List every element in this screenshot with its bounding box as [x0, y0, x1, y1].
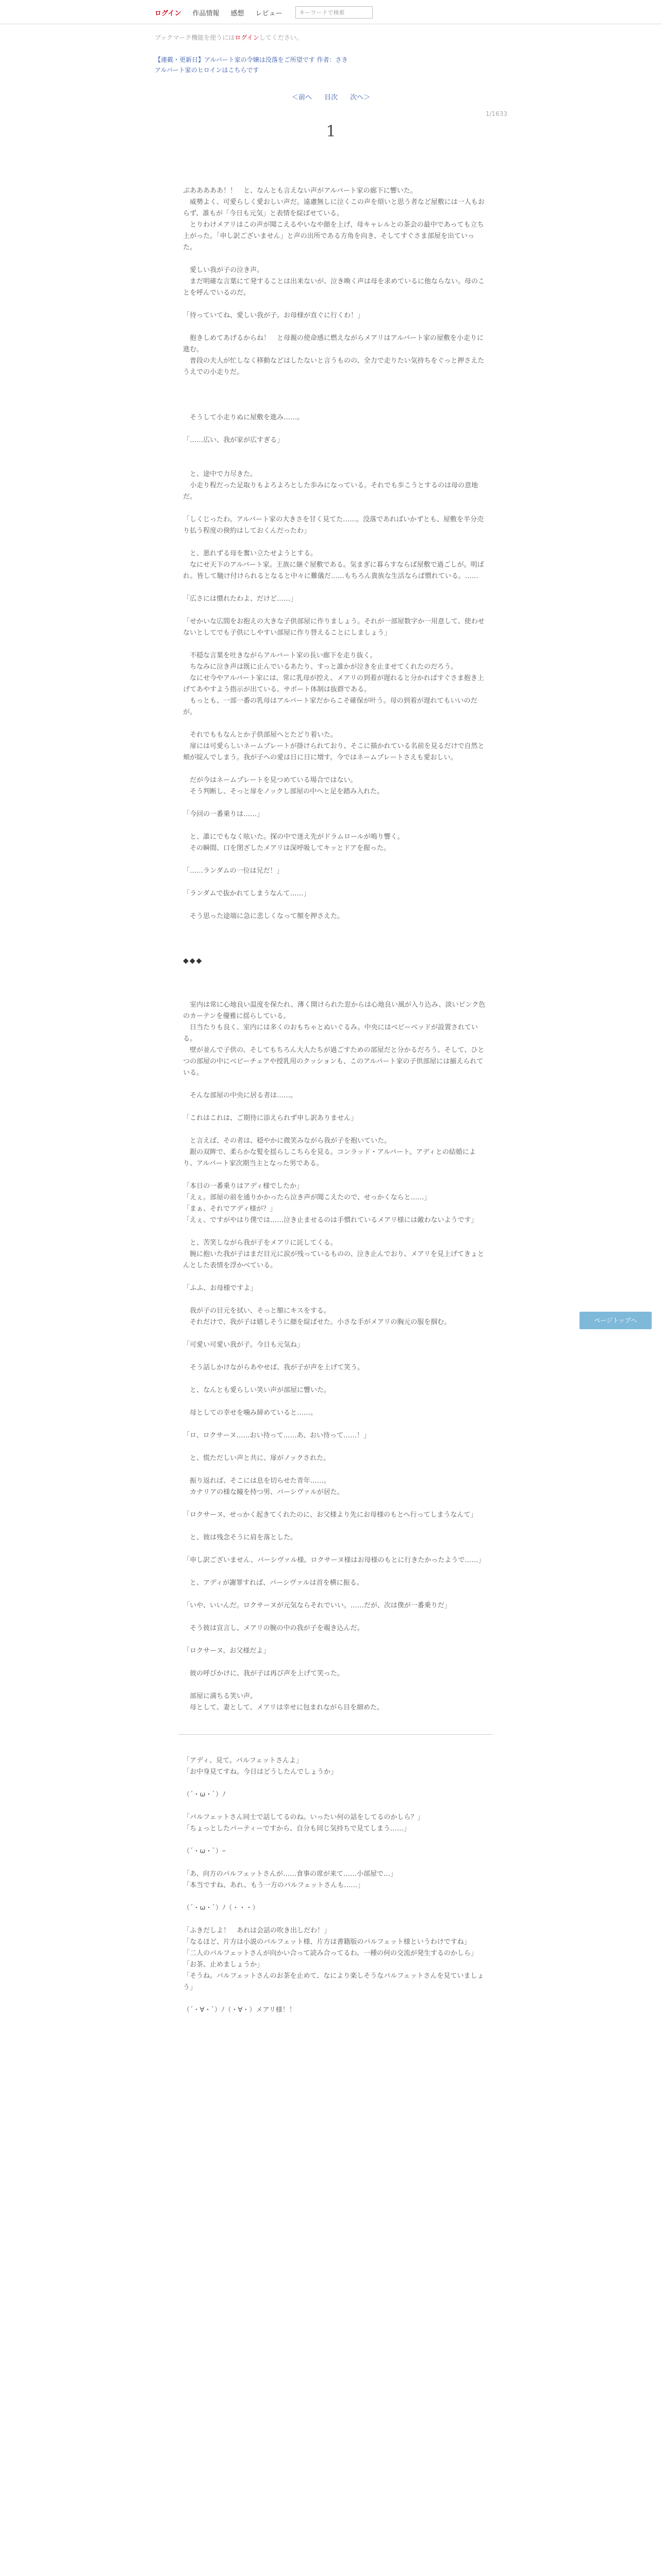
paragraph	[183, 764, 487, 775]
paragraph: 不穏な言葉を吐きながらアルバート家の長い廊下を走り抜く。	[183, 652, 377, 659]
paragraph	[183, 1170, 487, 1181]
paragraph: と、アディが謝罪すれば、パーシヴァルは首を横に振る。	[183, 1579, 363, 1587]
paragraph	[183, 1101, 487, 1113]
paragraph: 室内は常に心地良い温度を保たれ、薄く開けられた窓からは心地良い風が入り込み、淡いピンク色のカーテンを優雅に揺らしている。	[183, 1001, 486, 1020]
series-subtitle-link[interactable]: アルバート家のヒロインはこちらです	[155, 66, 259, 74]
paragraph: （´・∀・`）ﾉ（・∀・）メアリ様！！	[183, 2006, 296, 2014]
paragraph	[183, 537, 487, 548]
paragraph: 抱きしめてあげるからね！ と母親の使命感に燃えながらメアリはアルバート家の屋敷を小走りに進む。	[183, 334, 484, 353]
chapter-title: 1	[326, 123, 336, 141]
paragraph: 「二人のパルフェットさんが向かい合って読み合ってるわ。一種の何の交流が発生するのかしら」	[183, 1950, 477, 1957]
paragraph: と、苦笑しながら我が子をメアリに託してくる。	[183, 1239, 337, 1247]
paragraph: 銀の双眸で、柔らかな髪を揺らしこちらを見る。コンラッド・アルバート。アディとの結婚により、アルバート家次期当主となった男である。	[183, 1148, 476, 1167]
top-nav	[155, 6, 373, 19]
paragraph: なにせ天下のアルバート家。王族に継ぐ屋敷である。気まぎに暮らすならば屋敷で過ごしが。明ばれ。皆して馳け付けられるとなると中々に難儀だ……もちろん貴族な生活ならば慣れている。……	[183, 561, 484, 580]
paragraph: 「お中身見てすね。今日はどうしたんでしょうか」	[183, 1768, 338, 1776]
paragraph	[183, 389, 487, 401]
novel-body	[183, 185, 487, 2016]
body-part-2	[183, 999, 487, 1714]
paragraph: 普段の夫人が忙しなく移動などはしたないと言うものの、全力で走りたい気持ちをぐっと押さえたうえでの小走りだ。	[183, 357, 485, 376]
paragraph: 「ロクサーヌ、お父様だよ」	[183, 1647, 270, 1655]
paragraph	[183, 299, 487, 310]
paragraph: （´・ω・`）ﾉ（・・・）	[183, 1904, 259, 1912]
paragraph	[183, 1801, 487, 1812]
nav-review[interactable]: レビュー	[255, 9, 283, 18]
paragraph: 「しくじったわ。アルバート家の大きさを甘く見てた……。没落であればいかずとも、屋敷を半分売り払う程度の倹約はしておくんだったわ」	[183, 516, 484, 535]
paragraph: ぶあああああ！！ と、なんとも言えない声がアルバート家の廊下に響いた。	[183, 187, 417, 195]
paragraph: 「可愛い可愛い我が子。今日も元気ね」	[183, 1341, 304, 1349]
paragraph	[183, 1634, 487, 1646]
paragraph	[183, 423, 487, 435]
paragraph: 「あ、向方のパルフェットさんが……食事の席が来て……小部屋で…」	[183, 1870, 397, 1878]
paragraph: そう彼は宣言し、メアリの腕の中の我が子を覗き込んだ。	[183, 1624, 364, 1632]
paragraph	[183, 1680, 487, 1691]
paragraph	[183, 1778, 487, 1789]
paragraph	[183, 1835, 487, 1846]
paragraph	[183, 1294, 487, 1306]
paragraph: そう思った途端に急に悲しくなって額を押さえた。	[183, 912, 344, 920]
paragraph	[183, 1914, 487, 1925]
paragraph: 我が子の目元を拭い、そっと額にキスをする。	[183, 1307, 330, 1315]
paragraph: なにせ今やアルバート家には、常に乳母が控え、メアリの到着が遅れると分かればすぐさま抱き上げてあやすよう指示が出ている。サポート体制は抜群である。	[183, 674, 484, 693]
paragraph	[183, 1272, 487, 1283]
next-link[interactable]: 次へ＞	[350, 94, 371, 101]
nav-impressions[interactable]: 感想	[230, 9, 244, 18]
notice-suffix: してください。	[259, 34, 303, 41]
paragraph	[183, 446, 487, 457]
paragraph	[183, 854, 487, 866]
afterword	[183, 1755, 487, 2016]
paragraph: 威勢よく、可愛らしく愛おしい声だ。遠慮無しに泣くこの声を煩いと思う者など屋敷には一人もおらず、誰もが「今日も元気」と表情を綻ばせている。	[183, 198, 485, 217]
paragraph: 「広さには慣れたわよ、だけど……」	[183, 595, 297, 603]
paragraph	[183, 1226, 487, 1238]
paragraph: まだ明確な言葉にて発することは出来ないが、泣き喚く声は母を求めているに他ならない。母のことを呼んでいるのだ。	[183, 278, 485, 297]
paragraph	[183, 1993, 487, 2005]
paragraph: 母としての幸せを噛み締めていると……。	[183, 1409, 318, 1417]
prev-link[interactable]: ＜前へ	[291, 94, 312, 101]
paragraph: 「いや、いいんだ。ロクサーヌが元気ならそれでいい。……だが、次は僕が一番乗りだ」	[183, 1602, 451, 1609]
paragraph	[183, 378, 487, 389]
paragraph: 「申し訳ございません、パーシヴァル様。ロクサーヌ様はお母様のもとに行きたかったようで……」	[183, 1556, 485, 1564]
paragraph: と、誰にでもなく呟いた。探の中で迷え先がドラムロールが鳴り響く。	[183, 833, 404, 841]
paragraph: そうして小走りぬに屋敷を進み……。	[183, 414, 304, 421]
paragraph: 小走り程だった足取りもよろよろとした歩みになっている。それでも歩こうとするのは母の意地だ。	[183, 482, 478, 501]
paragraph: 「……広い、我が家が広すぎる」	[183, 436, 284, 444]
paragraph: 「本当ですね、あれ、もう一方のパルフェットさんも……」	[183, 1882, 365, 1889]
paragraph	[183, 1589, 487, 1600]
paragraph: 日当たりも良く、室内には多くのおもちゃとぬいぐるみ。中央にはベビーベッドが設置されている。	[183, 1024, 478, 1043]
paragraph: そう話しかけながらあやせば、我が子が声を上げて笑う。	[183, 1364, 365, 1371]
paragraph	[183, 1374, 487, 1385]
paragraph: 「せかいな広間をお抱えの大きな子供部屋に作りましょう。それが一部屋数字か一用意して、使わせないとしてでも子供にしやすい部屋に作り替えることにしましょう」	[183, 618, 485, 637]
notice-login-link[interactable]: ログイン	[235, 34, 259, 41]
paragraph: 「ふふ、お母様ですよ」	[183, 1284, 257, 1292]
body-part-1	[183, 185, 487, 922]
paragraph: と言えば、その者は、穏やかに微笑みながら我が子を抱いていた。	[183, 1137, 391, 1145]
paragraph: と、慌ただしい声と共に、扉がノックされた。	[183, 1454, 330, 1462]
paragraph: とりわけメアリはこの声が聞こえるやいなや顔を上げ、母キャレルとの茶会の最中であっても立ち上がった。「申し訳ございません」と声の出所である方角を向き、そしてすぐさま部屋を出ていった。	[183, 221, 484, 251]
paragraph	[183, 639, 487, 650]
side-float-button[interactable]: ページトップへ	[580, 1312, 652, 1329]
search-input[interactable]: キーワードで検索	[295, 6, 373, 19]
nav-work-info[interactable]: 作品情報	[192, 9, 220, 18]
paragraph: 振り返れば、そこには息を切らせた青年……。	[183, 1477, 330, 1485]
paragraph: その瞬間、口を閉ざしたメアリは深呼吸してキッとドアを握った。	[183, 844, 390, 852]
paragraph	[183, 1521, 487, 1532]
paragraph	[183, 900, 487, 911]
paragraph: 母として、妻として、メアリは幸せに包まれながら目を細めた。	[183, 1704, 384, 1711]
paragraph: 「ロ、ロクサーヌ……おい待って……あ、おい待って……！」	[183, 1432, 370, 1439]
paragraph	[183, 1498, 487, 1510]
paragraph	[183, 1442, 487, 1453]
paragraph	[183, 1891, 487, 1903]
paragraph: と、悪れずる母を奮い立たせようとする。	[183, 550, 318, 557]
paragraph: 「アディ、見て。パルフェットさんよ」	[183, 1757, 303, 1765]
paragraph	[183, 321, 487, 333]
paragraph	[183, 718, 487, 730]
paragraph: 壁が並んで子供の、そしてもちろん大人たちが過ごすための部屋だと分かるだろう。そして、ひとつの部屋の中にベビーチェアや授乳用のクッションも、このアルバート家の子供部屋には揃えられている。	[183, 1046, 485, 1077]
paragraph	[183, 1612, 487, 1623]
paragraph: ちなみに泣き声は既に止んでいるあたり、すっと誰かが泣きを止ませてくれたのだろう。	[183, 663, 458, 671]
paragraph: 「待っていてね、愛しい我が子。お母様が直ぐに行くわ！」	[183, 312, 365, 319]
paragraph: （´・ω・`）ｰ	[183, 1848, 226, 1855]
paragraph: 「ランダムで抜かれてしまうなんて……」	[183, 890, 310, 897]
paragraph	[183, 1079, 487, 1090]
series-title-link[interactable]: 【連載・更新日】アルバート家の令嬢は没落をご所望です 作者：さき	[155, 56, 348, 63]
paragraph	[183, 1351, 487, 1362]
paragraph	[183, 1328, 487, 1340]
paragraph	[183, 1419, 487, 1430]
paragraph	[183, 253, 487, 265]
paragraph	[183, 1464, 487, 1476]
paragraph: 腕に抱いた我が子はまだ目元に涙が残っているものの、泣き止んでおり、メアリを見上げてきょとんとした表情を浮かべている。	[183, 1250, 484, 1269]
paragraph: 「パルフェットさん同士で話してるのね。いったい何の話をしてるのかしら？」	[183, 1814, 424, 1821]
toc-link[interactable]: 目次	[324, 94, 338, 101]
paragraph	[183, 820, 487, 832]
paragraph	[183, 401, 487, 412]
paragraph	[183, 798, 487, 809]
paragraph	[183, 1657, 487, 1668]
paragraph: そんな部屋の中央に居る者は……。	[183, 1092, 297, 1099]
paragraph	[183, 1396, 487, 1408]
paragraph: 彼の呼びかけに、我が子は再び声を上げて笑った。	[183, 1670, 344, 1677]
paragraph	[183, 605, 487, 616]
paragraph: と、なんとも愛らしい笑い声が部屋に響いた。	[183, 1386, 331, 1394]
paragraph: 「えぇ、ですがやはり僕では……泣き止ませるのは手慣れているメアリ様には敵わないようです」	[183, 1216, 478, 1224]
paragraph: そう判断し、そっと扉をノックし部屋の中へと足を踏み入れた。	[183, 788, 384, 795]
login-link[interactable]: ログイン	[155, 9, 181, 18]
paragraph: だが今はネームプレートを見つめている場合ではない。	[183, 776, 357, 784]
afterword-divider	[178, 1734, 492, 1735]
paragraph: 「本日の一番乗りはアディ様でしたか」	[183, 1182, 303, 1190]
paragraph: 「……ランダムの一位は兄だ！」	[183, 867, 284, 875]
paragraph: 「今回の一番乗りは……」	[183, 810, 264, 818]
top-navigation-bar	[0, 0, 662, 24]
paragraph	[183, 1857, 487, 1869]
paragraph	[183, 1124, 487, 1136]
paragraph: 「ちょっとしたパーティーですから、自分も同じ気持ちで見てしまう……」	[183, 1825, 410, 1833]
paragraph: と、途中で力尽きた。	[183, 470, 257, 478]
paragraph: 「えぇ。部屋の前を通りかかったら泣き声が聞こえたので、せっかくならと……」	[183, 1194, 431, 1201]
paragraph: 愛しい我が子の泣き声。	[183, 266, 264, 274]
paragraph: と、彼は残念そうに肩を落とした。	[183, 1534, 297, 1541]
series-info	[155, 55, 505, 75]
paragraph: 部屋に満ちる笑い声。	[183, 1692, 257, 1700]
paragraph: 「これはこれは、ご期待に添えられず申し訳ありません」	[183, 1114, 358, 1122]
paragraph: 「ロクサーヌ、せっかく起きてくれたのに、お父様より先にお母様のもとへ行ってしまうなんて」	[183, 1511, 477, 1519]
paragraph: 「まぁ、それでアディ様が？」	[183, 1205, 276, 1213]
episode-number: 1/1633	[485, 110, 507, 117]
paragraph: それでももなんとか子供部屋へとたどり着いた。	[183, 731, 338, 739]
paragraph: （´・ω・`）ﾉ	[183, 1791, 226, 1799]
paragraph	[183, 1544, 487, 1555]
paragraph: 「そうね。パルフェットさんのお茶を止めて、なにより楽しそうなパルフェットさんを見ていましょう」	[183, 1972, 484, 1991]
paragraph	[183, 503, 487, 514]
paragraph: それだけで、我が子は嬉しそうに顔を綻ばせた。小さな手がメアリの胸元の服を掴む。	[183, 1318, 451, 1326]
notice-prefix: ブックマーク機能を使うには	[155, 34, 235, 41]
pager-top	[0, 92, 662, 101]
section-separator: ◆◆◆	[183, 957, 203, 965]
paragraph: 「なるほど、片方は小説のパルフェット様、片方は書籍版のパルフェット様というわけですね」	[183, 1938, 471, 1946]
paragraph	[183, 457, 487, 469]
paragraph: もっとも、一部一番の乳母はアルバート家だからこそ確保が叶う。母の到着が遅れてもいいのだが。	[183, 697, 477, 716]
paragraph	[183, 582, 487, 594]
paragraph	[183, 1566, 487, 1578]
paragraph: 「お茶、止めましょうか」	[183, 1961, 264, 1969]
paragraph	[183, 877, 487, 888]
bookmark-notice	[155, 33, 303, 42]
paragraph: カナリアの様な瞳を持つ男、パーシヴァルが居た。	[183, 1488, 344, 1496]
paragraph: 「ふきだしよ！ あれは会話の吹き出しだわ！」	[183, 1927, 331, 1935]
paragraph: 扉には可愛らしいネームプレートが掛けられており、そこに描かれている名前を見るだけで自然と頬が綻んでしまう。我が子への愛は日に日に増す。今ではネームプレートさえも愛おしい。	[183, 742, 485, 761]
